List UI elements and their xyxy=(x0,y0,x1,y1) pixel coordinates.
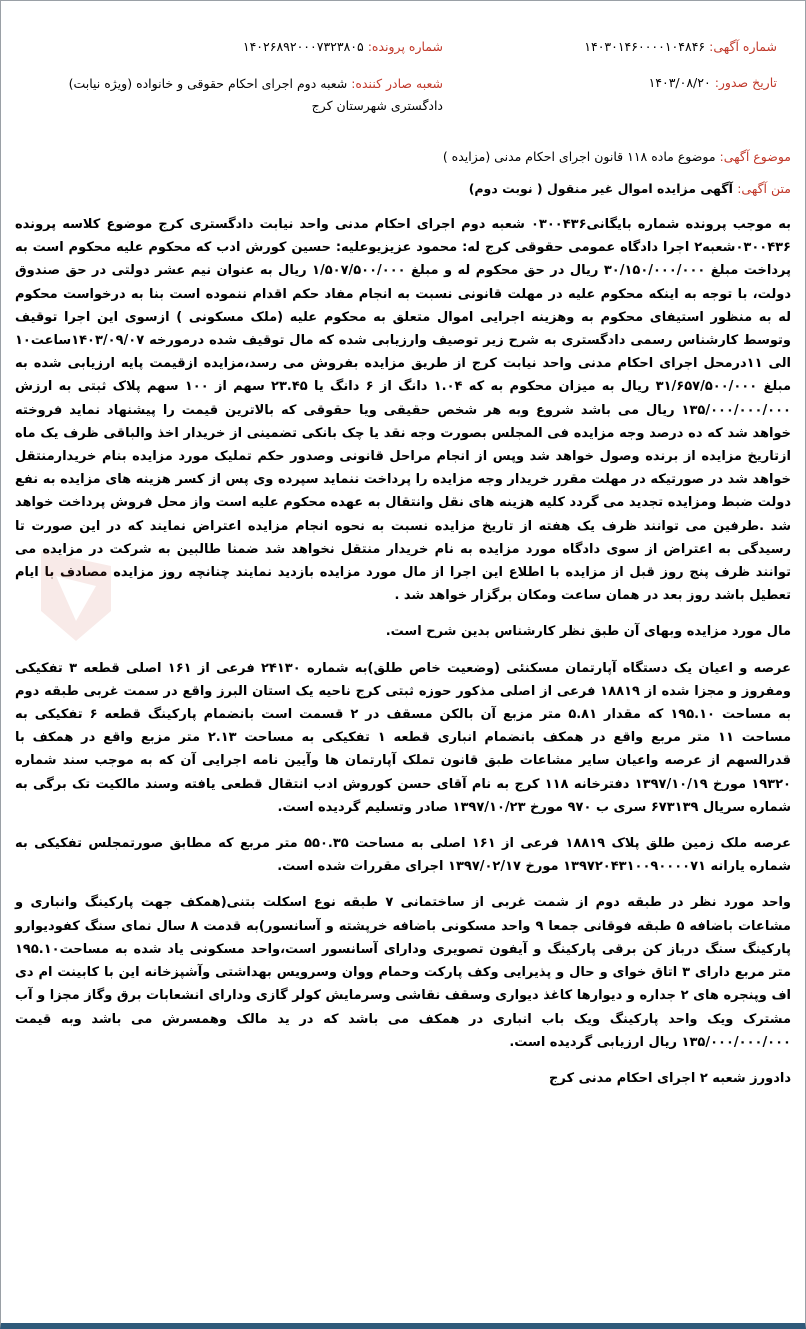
paragraph-auction-terms: به موجب پرونده شماره بایگانی۰۳۰۰۴۳۶ شعبه دوم اجرای احکام مدنی واحد نیابت دادگستری کرج موضوع کلاسه پرونده ۰۳۰۰۴۳۶شعبه۲ اجرا دادگاه عمومی حقوقی کرج له: محمود عزیزیوعلیه: حسین کورش ادب که محکوم علیه محکوم است به پرداخت مبلغ ۳۰/۱۵۰/۰۰۰/۰۰۰ ریال در حق محکوم له و مبلغ ۱/۵۰۷/۵۰۰/۰۰۰ ریال به عنوان نیم عشر دولتی در حق صندوق دولت، با توجه به اینکه محکوم علیه در مهلت قانونی نسبت به انجام مفاد حکم اقدام ننموده است بنا به درخواست محکوم له به منظور استیفای محکوم به وهزینه اجرایی اموال متعلق به محکوم علیه (ملک مسکونی ) ازسوی این اجرا توقیف وتوسط کارشناس رسمی دادگستری به شرح زیر توصیف وارزیابی شده که مال توقیف شده درمورخه ۱۴۰۳/۰۹/۰۷ساعت۱۰ الی ۱۱درمحل اجرای احکام مدنی واحد نیابت کرج از طریق مزایده بفروش می رسد،مزایده ازقیمت پایه ارزیابی شده به مبلغ ۳۱/۶۵۷/۵۰۰/۰۰۰ ریال به میزان محکوم به که ۱.۰۴ دانگ از ۶ دانگ یا ۲۳.۴۵ سهم از ۱۰۰ سهم پلاک ثبتی به ارزش ۱۳۵/۰۰۰/۰۰۰/۰۰۰ ریال می باشد شروع وبه هر شخص حقیقی ویا حقوقی که بالاترین قیمت را پیشنهاد نماید فروخته خواهد شد که ده درصد وجه مزایده فی المجلس بصورت وجه نقد یا چک بانکی تضمینی از خریدار اخذ والباقی ظرف یک ماه ازتاریخ مزایده از برنده وصول خواهد شد وپس از انجام مراحل قانونی وصدور حکم تملیک مورد مزایده بنام خریدارمنتقل خواهد شد در صورتیکه در مهلت مقرر خریدار وجه مزایده را پرداخت ننماید سپرده وی پس از کسر هزینه های مزایده به نفع دولت ضبط ومزایده تجدید می گردد کلیه هزینه های نقل وانتقال به عهده محکوم علیه است واز محل فروش پرداخت خواهد شد .طرفین می توانند ظرف یک هفته از تاریخ مزایده نسبت به نحوه انجام مزایده اعتراض نمایند که در این صورت تا رسیدگی به اعتراض از سوی دادگاه مورد مزایده به نام خریدار منتقل نخواهد شد ضمنا طالبین به شرکت در مزایده می توانند ظرف پنج روز قبل از مزایده با اطلاع این اجرا از مال مورد مزایده بازدید نمایند چنانچه روز مزایده مصادف با ایام تعطیل باشد روز بعد در همان ساعت ومکان برگزار خواهد شد . xyxy=(15,217,792,604)
notice-page xyxy=(1,1,805,1086)
case-number-label: شماره پرونده: xyxy=(367,39,443,54)
issuing-branch-field xyxy=(63,73,443,117)
paragraph-unit-details: واحد مورد نظر در طبقه دوم از شمت غربی از ساختمانی ۷ طبقه نوع اسکلت بتنی(همکف جهت پارکینگ وانباری و مشاعات باضافه ۵ طبقه فوقانی جمعا ۹ واحد مسکونی باضافه خرپشته و آسانسور)به قدمت ۸ سال نمای سنگ کفودیوارو پارکینگ سنگ درباز کن برقی پارکینگ و آیفون تصویری ودارای آسانسور است،واحد مسکونی یاد شده به مساحت۱۹۵.۱۰ متر مربع دارای ۳ اتاق خوای و حال و پذیرایی وکف پارکت وحمام ووان وسرویس بهداشتی وآشپزخانه این با کابینت ام دی اف وپنجره های ۲ جداره و دیوارها کاغذ دیواری وسقف نقاشی وسرمایش کولر گازی ودارای انشعابات برق وگاز مجزا و آب مشترک ویک واحد پارکینگ ویک باب انباری در همکف می باشد که در ید مالک وهمسرش می باشد وبه قیمت ۱۳۵/۰۰۰/۰۰۰/۰۰۰ ریال ارزیابی گردیده است. xyxy=(15,895,792,1050)
notice-header xyxy=(15,1,791,129)
signature-line: دادورز شعبه ۲ اجرای احکام مدنی کرج xyxy=(549,1070,791,1086)
case-number-value: ۱۴۰۲۶۸۹۲۰۰۰۷۳۲۳۸۰۵ xyxy=(242,39,364,54)
ad-title-label: متن آگهی: xyxy=(737,181,791,196)
ad-number-field xyxy=(584,39,777,54)
issue-date-label: تاریخ صدور: xyxy=(714,75,777,90)
ad-number-label: شماره آگهی: xyxy=(709,39,777,54)
ad-number-value: ۱۴۰۳۰۱۴۶۰۰۰۰۱۰۴۸۴۶ xyxy=(584,39,706,54)
issue-date-value: ۱۴۰۳/۰۸/۲۰ xyxy=(648,75,711,90)
subject-label: موضوع آگهی: xyxy=(719,149,791,164)
paragraph-apartment-description: عرصه و اعیان یک دستگاه آپارتمان مسکنئی (وضعیت خاص طلق)به شماره ۲۴۱۳۰ فرعی از ۱۶۱ اصلی قطعه ۳ تفکیکی ومفروز و مجزا شده از ۱۸۸۱۹ فرعی از اصلی مذکور حوزه ثبتی کرج ناحیه یک استان البرز واقع در سمت غربی طبقه دوم به مساحت ۱۹۵.۱۰ که مقدار ۵.۸۱ متر مزبع آن بالکن مسقف در ۲ قسمت است بانضمام پارکینگ قطعه ۶ تفکیکی به مساحت ۱۱ متر مربع واقع در همکف بانضمام انباری قطعه ۱ تفکیکی به مساحت ۲.۱۳ متر مزبع واقع در همکف با قدرالسهم از عرصه واعیان سایر مشاعات طبق قانون تملک آپارتمان ها وآیین نامه اجرایی آن که به موجب سند شماره ۱۹۳۲۰ مورخ ۱۳۹۷/۱۰/۱۹ دفترخانه ۱۱۸ کرج به نام آقای حسن کوروش ادب انتقال قطعی یافته وسند مالکیت تک برگی به شماره سریال ۶۷۳۱۳۹ سری ب ۹۷۰ مورخ ۱۳۹۷/۱۰/۲۳ صادر وتسلیم گردیده است. xyxy=(15,660,792,815)
paragraph-expert-intro: مال مورد مزایده وبهای آن طبق نظر کارشناس بدین شرح است. xyxy=(385,624,791,640)
subject-field xyxy=(443,149,791,164)
issue-date-field xyxy=(649,75,777,90)
paragraph-land-description: عرصه ملک زمین طلق پلاک ۱۸۸۱۹ فرعی از ۱۶۱ اصلی به مساحت ۵۵۰.۳۵ متر مربع که مطابق صورتمجلس تفکیکی به شماره یارانه ۱۳۹۷۲۰۴۳۱۰۰۹۰۰۰۰۷۱ مورخ ۱۳۹۷/۰۲/۱۷ اجرای مقررات شده است. xyxy=(15,836,791,875)
ad-title-field xyxy=(469,181,791,196)
case-number-field xyxy=(243,39,443,54)
ad-title-value: آگهی مزایده اموال غیر منقول ( نوبت دوم) xyxy=(468,181,733,196)
issuing-branch-label: شعبه صادر کننده: xyxy=(351,76,443,91)
subject-value: موضوع ماده ۱۱۸ قانون اجرای احکام مدنی (مزایده ) xyxy=(442,149,716,164)
issuing-branch-value: شعبه دوم اجرای احکام حقوقی و خانواده (ویژه نیابت) دادگستری شهرستان کرج xyxy=(68,76,443,113)
notice-body xyxy=(15,213,791,1103)
